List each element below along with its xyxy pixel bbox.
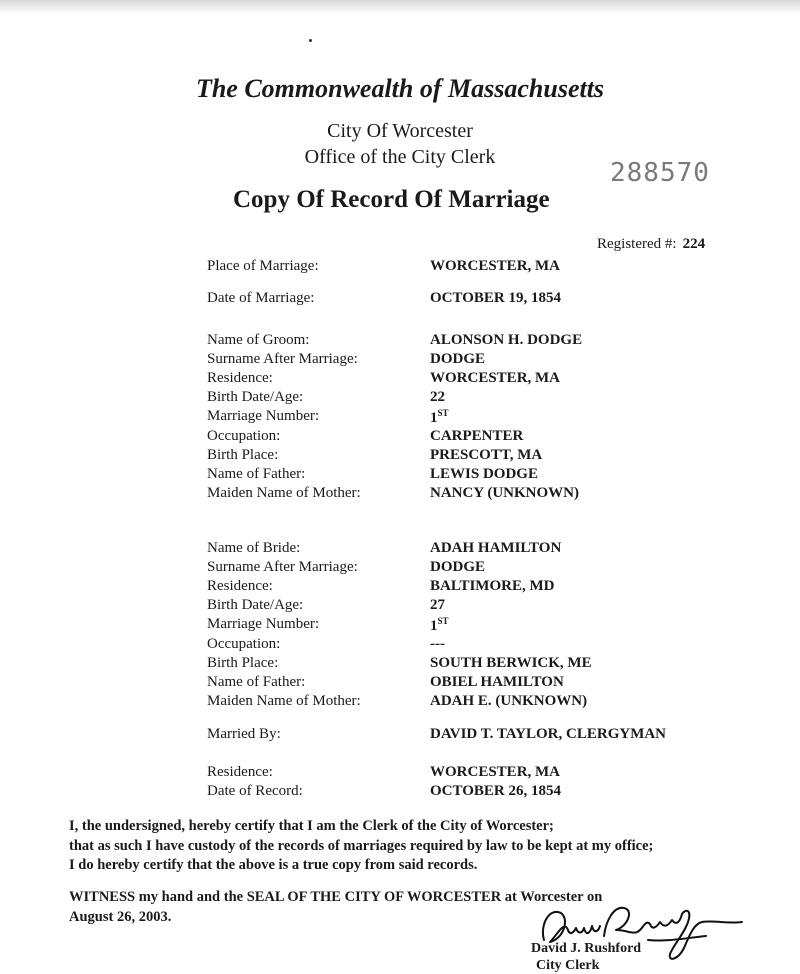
field-value: DAVID T. TAYLOR, CLERGYMAN [430, 726, 667, 742]
field-value: WORCESTER, MA [430, 258, 561, 274]
registered-label: Registered #: [597, 236, 677, 252]
field-label: Marriage Number: [207, 616, 320, 632]
field-value: WORCESTER, MA [430, 764, 561, 780]
field-label: Maiden Name of Mother: [207, 693, 361, 709]
signatory-title: City Clerk [536, 958, 600, 973]
field-value: --- [430, 636, 445, 652]
field-value: ALONSON H. DODGE [430, 332, 583, 348]
field-value: SOUTH BERWICK, ME [430, 655, 592, 671]
field-label: Date of Marriage: [207, 290, 315, 306]
field-value: DODGE [430, 559, 486, 575]
marriage-number: 1 [430, 410, 438, 426]
witness-date: August 26, 2003. [69, 909, 172, 925]
registered-number-block [597, 236, 705, 253]
field-value [430, 616, 449, 635]
field-value: WORCESTER, MA [430, 370, 561, 386]
field-value: OCTOBER 26, 1854 [430, 783, 561, 799]
field-value: OCTOBER 19, 1854 [430, 290, 561, 306]
field-value: PRESCOTT, MA [430, 447, 543, 463]
document-header-title: The Commonwealth of Massachusetts [195, 74, 605, 103]
field-value: CARPENTER [430, 428, 524, 444]
field-value [430, 408, 449, 427]
certification-line: I, the undersigned, hereby certify that I am the Clerk of the City of Worcester; [69, 818, 554, 834]
field-label: Surname After Marriage: [207, 351, 358, 367]
field-value: OBIEL HAMILTON [430, 674, 564, 690]
field-label: Birth Date/Age: [207, 597, 304, 613]
registered-number: 224 [682, 236, 706, 252]
field-label: Residence: [207, 370, 273, 386]
field-value: 27 [430, 597, 445, 613]
office-name: Office of the City Clerk [304, 146, 496, 168]
field-value: NANCY (UNKNOWN) [430, 485, 580, 501]
field-label: Name of Bride: [207, 540, 301, 556]
field-label: Birth Place: [207, 447, 279, 463]
field-label: Surname After Marriage: [207, 559, 358, 575]
field-label: Occupation: [207, 636, 281, 652]
ordinal-suffix: ST [437, 408, 449, 418]
field-value: LEWIS DODGE [430, 466, 538, 482]
scan-edge-shadow [0, 0, 800, 14]
field-label: Occupation: [207, 428, 281, 444]
field-label: Maiden Name of Mother: [207, 485, 361, 501]
field-value: 22 [430, 389, 445, 405]
field-value: BALTIMORE, MD [430, 578, 555, 594]
certification-line: that as such I have custody of the records of marriages required by law to be kept at my office; [69, 838, 654, 854]
serial-number: 288570 [610, 158, 710, 188]
marriage-number: 1 [430, 618, 438, 634]
document-title: Copy Of Record Of Marriage [233, 186, 550, 213]
field-label: Name of Groom: [207, 332, 310, 348]
field-label: Residence: [207, 578, 273, 594]
field-label: Place of Marriage: [207, 258, 319, 274]
field-label: Birth Date/Age: [207, 389, 304, 405]
field-value: ADAH HAMILTON [430, 540, 562, 556]
field-label: Birth Place: [207, 655, 279, 671]
witness-line: WITNESS my hand and the SEAL OF THE CITY OF WORCESTER at Worcester on [69, 889, 603, 905]
field-value: DODGE [430, 351, 486, 367]
field-label: Residence: [207, 764, 273, 780]
certification-line: I do hereby certify that the above is a true copy from said records. [69, 857, 478, 873]
field-label: Married By: [207, 726, 281, 742]
signatory-name: David J. Rushford [531, 941, 642, 956]
field-label: Marriage Number: [207, 408, 320, 424]
ordinal-suffix: ST [437, 616, 449, 626]
field-label: Name of Father: [207, 674, 306, 690]
scan-speck [309, 39, 312, 42]
field-label: Name of Father: [207, 466, 306, 482]
city-name: City Of Worcester [327, 120, 473, 142]
field-label: Date of Record: [207, 783, 303, 799]
field-value: ADAH E. (UNKNOWN) [430, 693, 588, 709]
